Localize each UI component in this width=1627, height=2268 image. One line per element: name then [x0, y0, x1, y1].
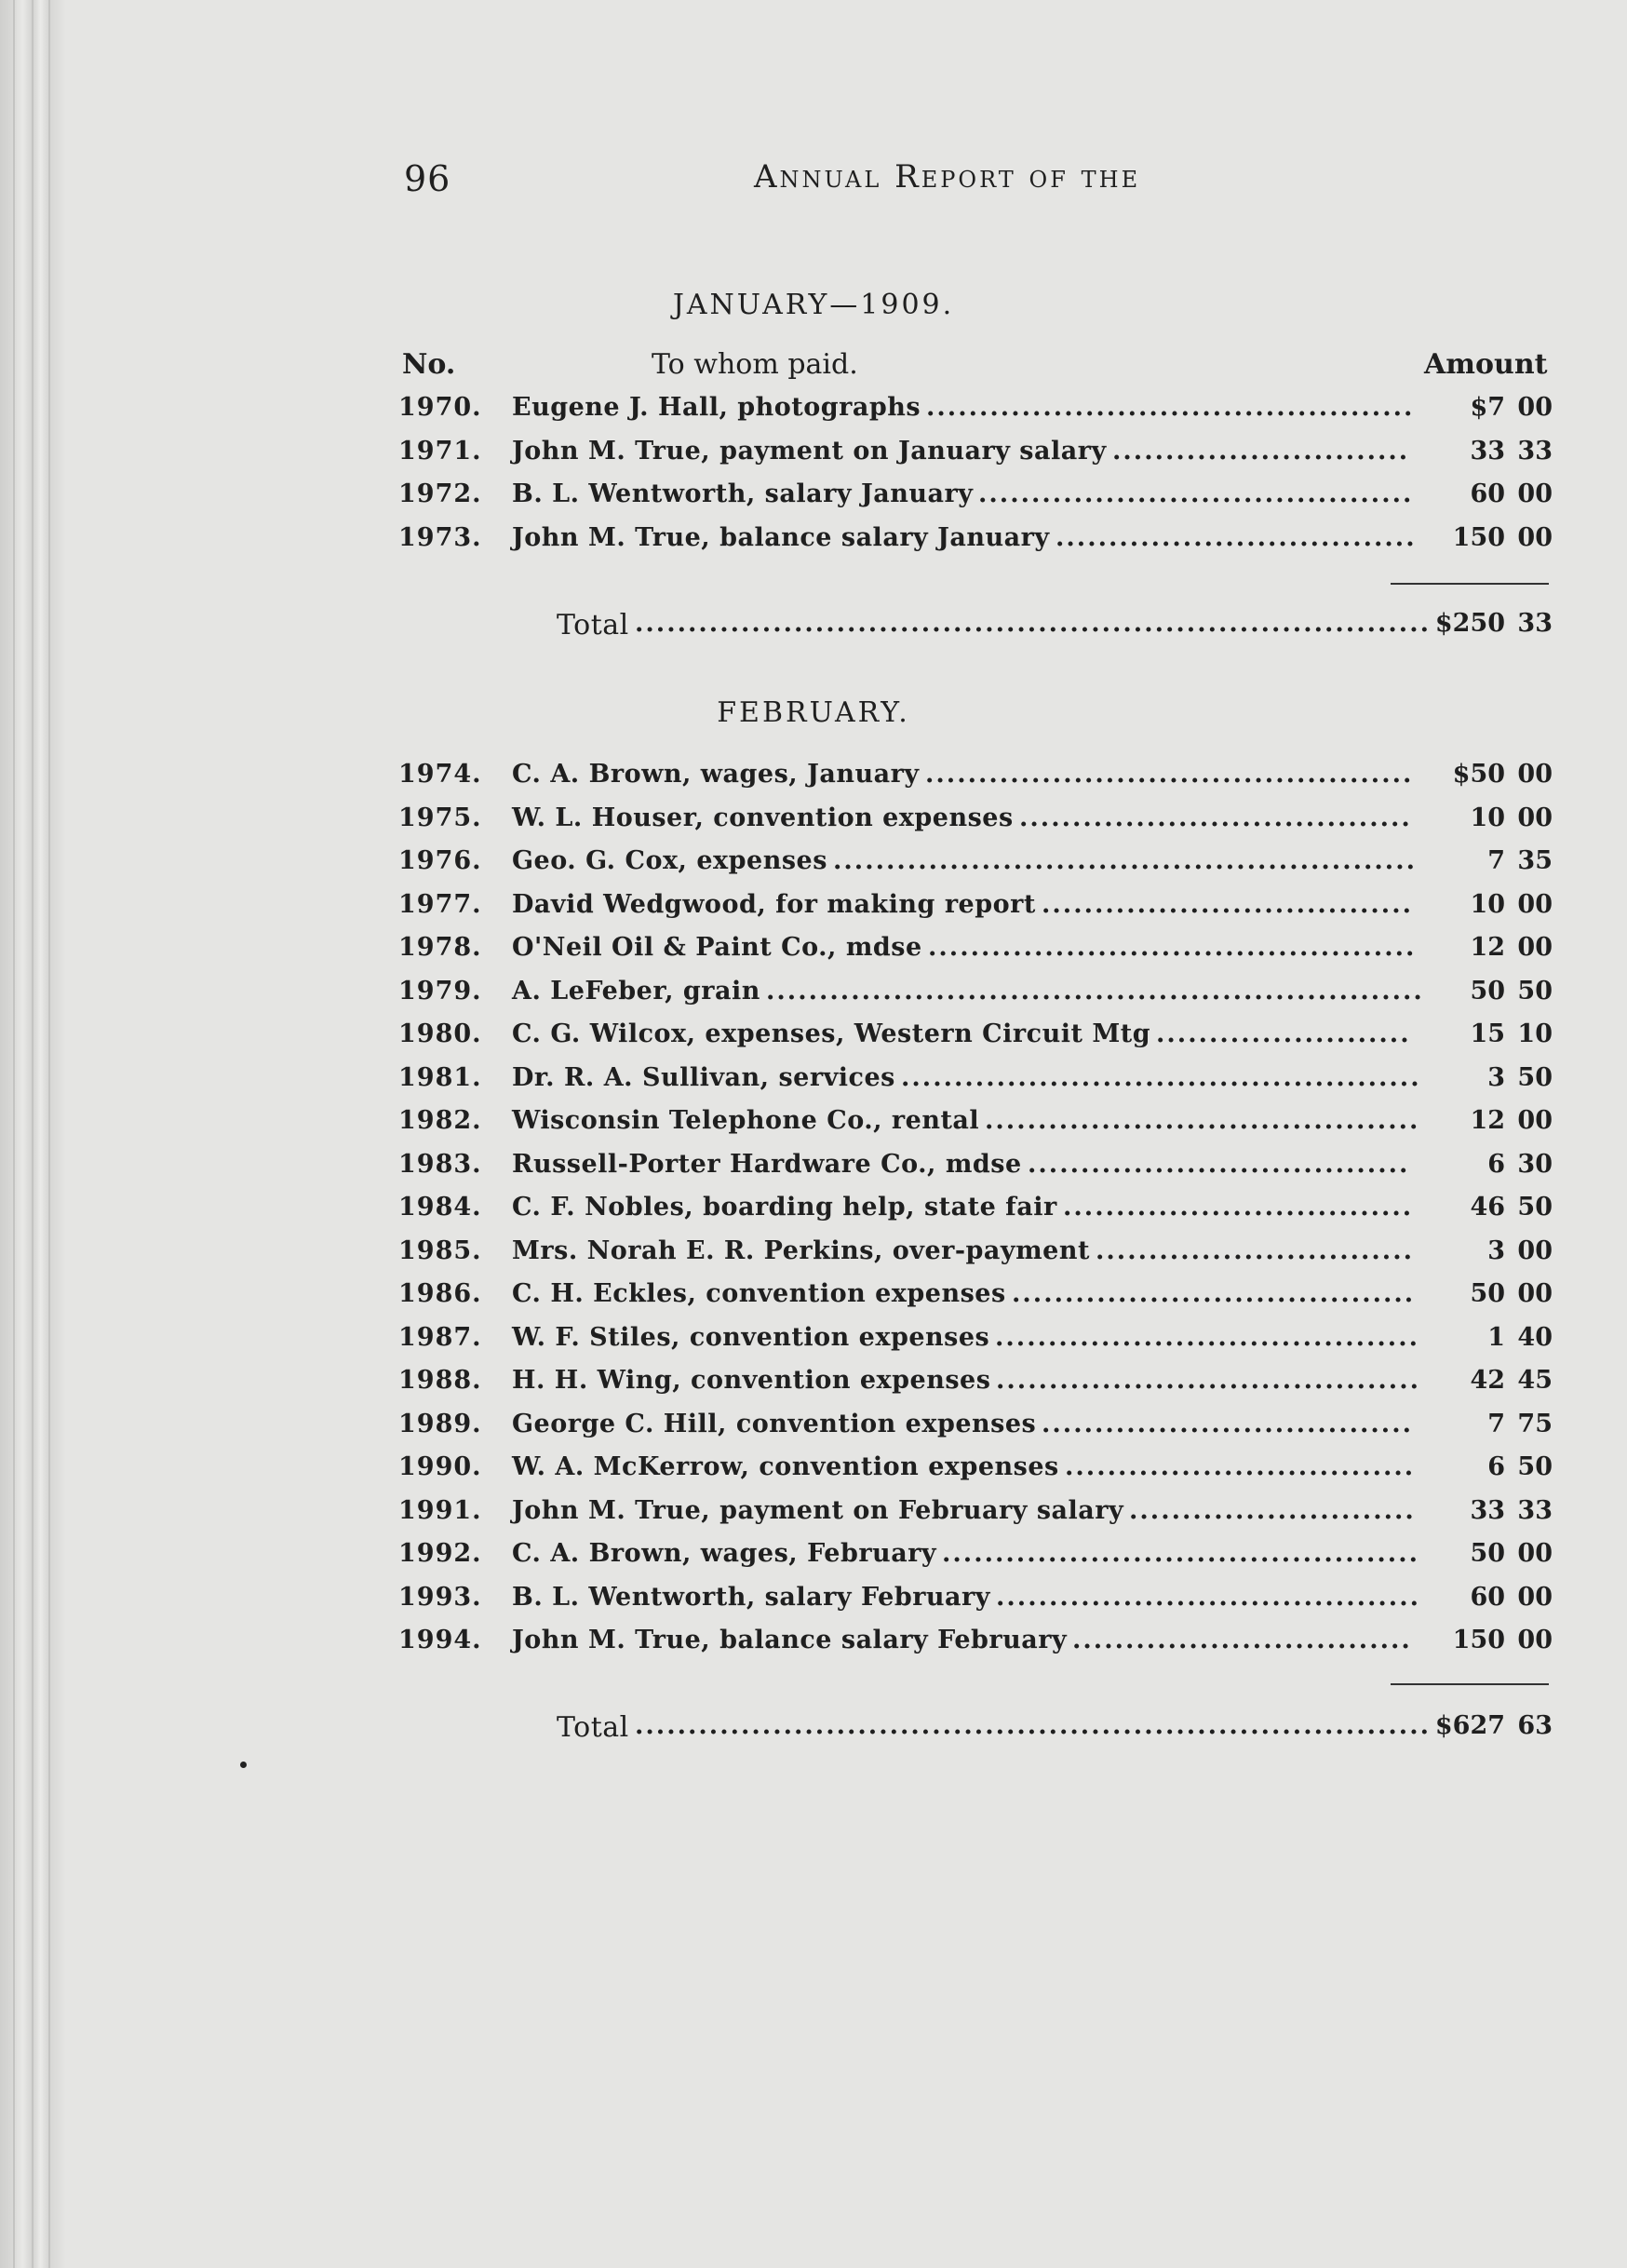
ledger-row	[398, 523, 1553, 560]
ledger-row	[398, 1583, 1553, 1620]
ledger-row	[398, 933, 1553, 970]
amount-value: 15 10	[1470, 1019, 1553, 1048]
leader-dots: ........................................	[995, 1322, 1419, 1352]
total-row-january	[398, 609, 1553, 646]
payee-description: Dr. R. A. Sullivan, services	[512, 1062, 895, 1092]
ledger-row	[398, 890, 1553, 927]
ledger-row	[398, 1452, 1553, 1490]
ledger-row	[398, 1063, 1553, 1100]
payee-description: B. L. Wentworth, salary January	[512, 479, 974, 508]
voucher-number: 1984.	[398, 1193, 482, 1222]
voucher-number: 1986.	[398, 1279, 482, 1308]
leader-dots: ..............................	[1096, 1235, 1414, 1265]
voucher-number: 1993.	[398, 1582, 482, 1612]
section-title-february: FEBRUARY.	[717, 696, 910, 729]
amount-value: 46 50	[1470, 1193, 1553, 1222]
payee-description: Eugene J. Hall, photographs	[512, 393, 921, 422]
voucher-number: 1985.	[398, 1235, 482, 1265]
ledger-row	[398, 1279, 1553, 1316]
ledger-row	[398, 1496, 1553, 1533]
amount-value: 10 00	[1470, 803, 1553, 832]
voucher-number: 1994.	[398, 1626, 482, 1654]
voucher-number: 1982.	[398, 1106, 482, 1135]
amount-value: 6 50	[1487, 1452, 1553, 1481]
amount-value: 50 00	[1470, 1279, 1553, 1308]
payee-description: George C. Hill, convention expenses	[512, 1409, 1037, 1438]
voucher-number: 1978.	[398, 933, 482, 962]
leader-dots: ...........................................................................	[635, 1711, 1431, 1740]
ledger-row	[398, 479, 1553, 517]
payee-description: C. G. Wilcox, expenses, Western Circuit Mtg	[512, 1019, 1151, 1048]
leader-dots: ........................................	[996, 1582, 1420, 1612]
ledger-row	[398, 1323, 1553, 1360]
voucher-number: 1974.	[398, 760, 482, 789]
voucher-number: 1977.	[398, 889, 482, 919]
page-number: 96	[404, 158, 451, 199]
amount-value: 50 00	[1470, 1539, 1553, 1568]
leader-dots: ........................................	[996, 1366, 1420, 1395]
payee-description: O'Neil Oil & Paint Co., mdse	[512, 933, 922, 962]
payee-description: Wisconsin Telephone Co., rental	[512, 1106, 980, 1135]
amount-value: 1 40	[1487, 1322, 1553, 1352]
section-title-january: JANUARY—1909.	[672, 289, 955, 321]
amount-value: 10 00	[1470, 889, 1553, 919]
voucher-number: 1992.	[398, 1539, 482, 1568]
total-label: Total	[557, 1711, 629, 1744]
leader-dots: ........................	[1156, 1019, 1411, 1048]
payee-description: Geo. G. Cox, expenses	[512, 846, 827, 875]
amount-value: 150 00	[1452, 522, 1553, 552]
column-header-no: No.	[402, 348, 456, 381]
ledger-row	[398, 760, 1553, 797]
ledger-row	[398, 1539, 1553, 1576]
voucher-number: 1981.	[398, 1062, 482, 1092]
voucher-number: 1980.	[398, 1019, 482, 1048]
leader-dots: .........................................	[978, 479, 1414, 508]
payee-description: H. H. Wing, convention expenses	[512, 1366, 991, 1395]
payee-description: John M. True, balance salary January	[512, 522, 1050, 552]
leader-dots: .............................................	[942, 1539, 1419, 1568]
leader-dots: ............................	[1112, 436, 1410, 466]
column-header-amount: Amount	[1424, 348, 1548, 381]
payee-description: John M. True, payment on February salary	[512, 1495, 1124, 1525]
amount-value: 150 00	[1452, 1626, 1553, 1654]
amount-value: 7 75	[1487, 1409, 1553, 1438]
voucher-number: 1989.	[398, 1409, 482, 1438]
leader-dots: ..............................................	[926, 393, 1415, 422]
leader-dots: ......................................	[1012, 1279, 1416, 1308]
ledger-row	[398, 846, 1553, 884]
ledger-row	[398, 1236, 1553, 1274]
voucher-number: 1979.	[398, 976, 482, 1006]
leader-dots: .........................................	[985, 1106, 1420, 1135]
payee-description: W. L. Houser, convention expenses	[512, 803, 1014, 832]
voucher-number: 1976.	[398, 846, 482, 875]
leader-dots: .................................	[1065, 1452, 1416, 1481]
payee-description: B. L. Wentworth, salary February	[512, 1582, 990, 1612]
ledger-row	[398, 1626, 1553, 1663]
voucher-number: 1973.	[398, 522, 482, 552]
ledger-row	[398, 1150, 1553, 1187]
amount-value: 33 33	[1470, 1495, 1553, 1525]
leader-dots: .................................	[1063, 1193, 1414, 1222]
leader-dots: .......................................................	[833, 846, 1417, 875]
total-amount: $250 33	[1434, 609, 1553, 638]
ledger-row	[398, 1106, 1553, 1143]
leader-dots: .....................................	[1019, 803, 1412, 832]
payee-description: David Wedgwood, for making report	[512, 889, 1036, 919]
payee-description: C. H. Eckles, convention expenses	[512, 1279, 1006, 1308]
leader-dots: ...................................	[1042, 889, 1413, 919]
voucher-number: 1972.	[398, 479, 482, 508]
voucher-number: 1983.	[398, 1149, 482, 1179]
amount-value: 12 00	[1470, 933, 1553, 962]
amount-value: 6 30	[1487, 1149, 1553, 1179]
ledger-row	[398, 1366, 1553, 1403]
amount-value: $50 00	[1452, 760, 1553, 789]
payee-description: Russell-Porter Hardware Co., mdse	[512, 1149, 1022, 1179]
payee-description: John M. True, balance salary February	[512, 1626, 1068, 1654]
amount-value: 50 50	[1470, 976, 1553, 1006]
payee-description: John M. True, payment on January salary	[512, 436, 1107, 466]
ledger-row	[398, 803, 1553, 841]
ink-speck	[240, 1762, 247, 1768]
payee-description: Mrs. Norah E. R. Perkins, over-payment	[512, 1235, 1090, 1265]
amount-value: 60 00	[1470, 479, 1553, 508]
amount-value: 3 00	[1487, 1235, 1553, 1265]
total-amount: $627 63	[1434, 1711, 1553, 1740]
ledger-row	[398, 393, 1553, 430]
ledger-row	[398, 437, 1553, 474]
amount-value: $7 00	[1470, 393, 1553, 422]
amount-value: 7 35	[1487, 846, 1553, 875]
voucher-number: 1975.	[398, 803, 482, 832]
payee-description: W. A. McKerrow, convention expenses	[512, 1452, 1059, 1481]
voucher-number: 1970.	[398, 393, 482, 422]
payee-description: C. A. Brown, wages, February	[512, 1539, 937, 1568]
leader-dots: ..............................................	[928, 933, 1417, 962]
amount-value: 3 50	[1487, 1062, 1553, 1092]
payee-description: W. F. Stiles, convention expenses	[512, 1322, 990, 1352]
leader-dots: ................................	[1072, 1626, 1412, 1654]
leader-dots: ...................................	[1042, 1409, 1413, 1438]
column-header-payee: To whom paid.	[652, 348, 858, 381]
total-rule-february	[1391, 1683, 1549, 1685]
payee-description: C. F. Nobles, boarding help, state fair	[512, 1193, 1057, 1222]
ledger-row	[398, 1193, 1553, 1230]
amount-value: 60 00	[1470, 1582, 1553, 1612]
voucher-number: 1971.	[398, 436, 482, 466]
leader-dots: ..............................................	[925, 760, 1414, 789]
leader-dots: .................................................	[901, 1062, 1421, 1092]
payee-description: C. A. Brown, wages, January	[512, 760, 920, 789]
total-row-february	[398, 1711, 1553, 1748]
leader-dots: ....................................	[1028, 1149, 1410, 1179]
voucher-number: 1987.	[398, 1322, 482, 1352]
amount-value: 12 00	[1470, 1106, 1553, 1135]
amount-value: 42 45	[1470, 1366, 1553, 1395]
total-rule-january	[1391, 583, 1549, 585]
amount-value: 33 33	[1470, 436, 1553, 466]
leader-dots: ..................................	[1056, 522, 1417, 552]
running-title: Annual Report of the	[754, 158, 1141, 196]
leader-dots: ..............................................................	[766, 976, 1424, 1006]
voucher-number: 1990.	[398, 1452, 482, 1481]
ledger-row	[398, 977, 1553, 1014]
total-label: Total	[557, 609, 629, 641]
voucher-number: 1988.	[398, 1366, 482, 1395]
voucher-number: 1991.	[398, 1495, 482, 1525]
leader-dots: ...........................	[1129, 1495, 1416, 1525]
ledger-row	[398, 1410, 1553, 1447]
payee-description: A. LeFeber, grain	[512, 976, 760, 1006]
leader-dots: ...........................................................................	[635, 609, 1431, 638]
ledger-row	[398, 1019, 1553, 1057]
